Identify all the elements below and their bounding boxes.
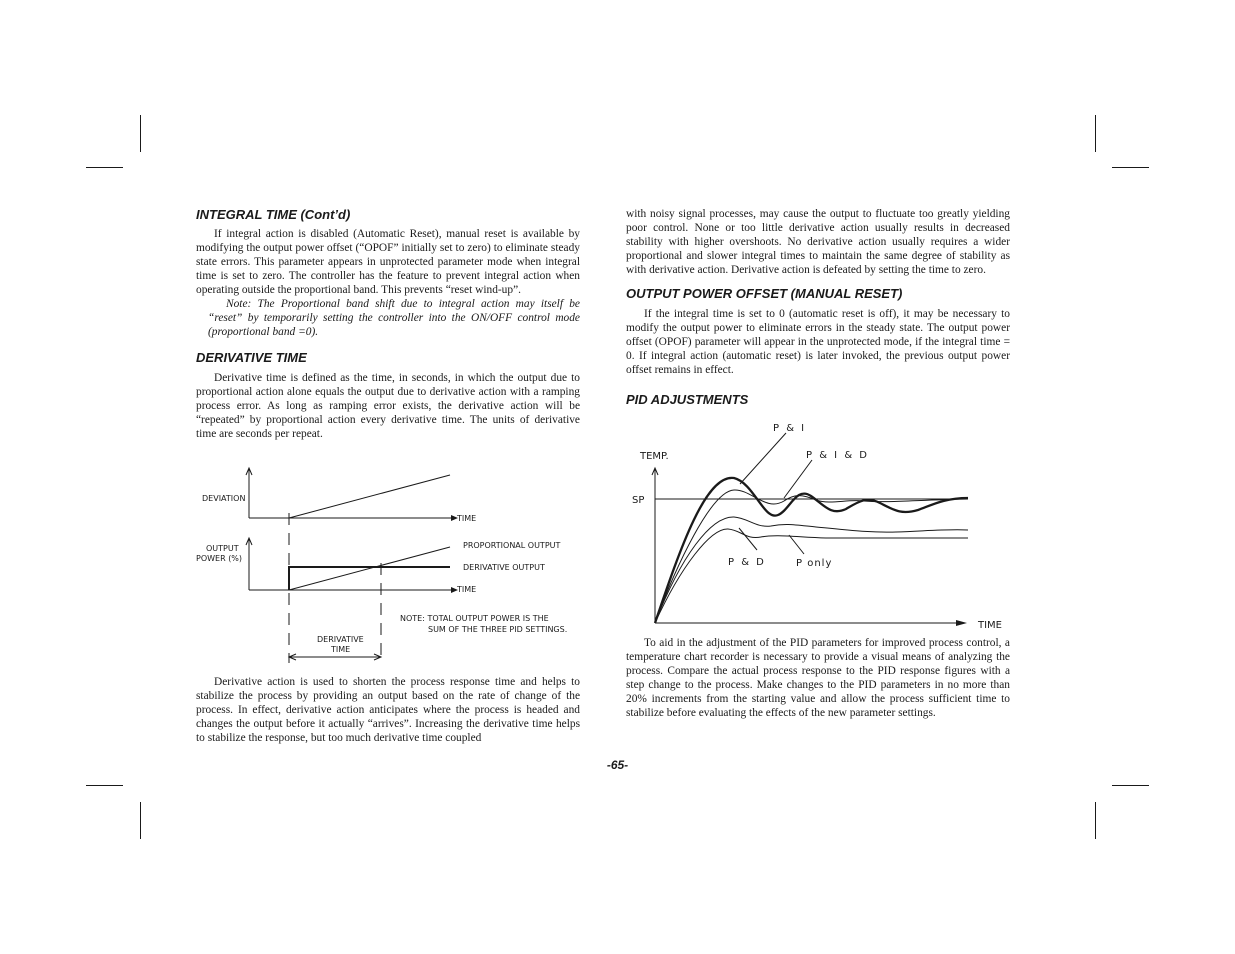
crop-mark <box>1112 785 1149 786</box>
crop-mark <box>1095 802 1096 839</box>
right-column <box>626 207 1010 408</box>
setpoint-label: SP <box>632 495 645 506</box>
p-and-d-label: P & D <box>728 557 766 568</box>
output-power-offset-heading: OUTPUT POWER OFFSET (MANUAL RESET) <box>626 286 903 301</box>
integral-time-paragraph: If integral action is disabled (Automatic Reset), manual reset is available by modifying the output power offset (“OPOF” initially set to zero) to eliminate steady state errors. This parameter appears in unprotected parameter mode when integral time is set to zero. The controller has the feature to prevent integral action when operating outside the proportional band. This prevents “reset wind-up”. <box>196 228 580 296</box>
p-and-i-and-d-label: P & I & D <box>806 450 869 461</box>
derivative-output-label: DERIVATIVE OUTPUT <box>463 563 545 572</box>
derivative-time-diagram <box>196 463 596 668</box>
diagram-note: SUM OF THE THREE PID SETTINGS. <box>428 625 568 634</box>
left-column <box>196 207 580 441</box>
right-column-bottom <box>626 636 1010 720</box>
derivative-time-heading: DERIVATIVE TIME <box>196 350 307 365</box>
time-axis-label: TIME <box>457 585 477 594</box>
crop-mark <box>140 115 141 152</box>
crop-mark <box>140 802 141 839</box>
derivative-action-paragraph: Derivative action is used to shorten the process response time and helps to stabilize the process by providing an output based on the rate of change of the process. In effect, derivative action anticipates where the process is headed and changes the output before it actually “arrives”. Increasing the derivative time helps to stabilize the response, but too much derivative time coupled <box>196 676 580 744</box>
derivative-time-paragraph: Derivative time is defined as the time, in seconds, in which the output due to proportional action alone equals the output due to derivative action with a ramping process error. As long as ramping error exists, the derivative action will be “repeated” by proportional action every derivative time. The units of derivative time are seconds per repeat. <box>196 372 580 440</box>
proportional-output-label: PROPORTIONAL OUTPUT <box>463 541 561 550</box>
crop-mark <box>1095 115 1096 152</box>
output-power-label: OUTPUT <box>206 544 239 553</box>
diagram-note: NOTE: TOTAL OUTPUT POWER IS THE <box>400 614 549 623</box>
derivative-time-label: DERIVATIVE <box>317 635 364 644</box>
p-only-label: P only <box>796 558 833 569</box>
pid-response-diagram <box>626 416 1016 632</box>
continued-paragraph: with noisy signal processes, may cause the output to fluctuate too greatly yielding poor control. None or too little derivative action usually results in decreased stability with higher overshoots. No derivative action usually requires a wider proportional and slower integral times to maintain the same degree of stability as with derivative action. Derivative action is defeated by setting the time to zero. <box>626 208 1010 276</box>
crop-mark <box>86 167 123 168</box>
derivative-time-label: TIME <box>331 645 351 654</box>
integral-time-heading: INTEGRAL TIME (Cont’d) <box>196 207 351 222</box>
crop-mark <box>86 785 123 786</box>
time-axis-label: TIME <box>978 620 1003 631</box>
p-and-i-label: P & I <box>773 423 807 434</box>
left-column-bottom <box>196 675 580 745</box>
pid-adjustments-heading: PID ADJUSTMENTS <box>626 392 749 407</box>
integral-time-note: Note: The Proportional band shift due to integral action may itself be “reset” by temporarily setting the controller into the ON/OFF control mode (proportional band =0). <box>208 298 580 338</box>
time-axis-label: TIME <box>457 514 477 523</box>
pid-adjustments-paragraph: To aid in the adjustment of the PID parameters for improved process control, a temperature chart recorder is necessary to provide a visual means of analyzing the process. Compare the actual process response to the PID response figures with a step change to the process. Make changes to the PID parameters in no more than 20% increments from the starting value and allow the process sufficient time to stabilize before evaluating the effects of the new parameter settings. <box>626 637 1010 719</box>
crop-mark <box>1112 167 1149 168</box>
page-number: -65- <box>606 758 629 772</box>
temp-axis-label: TEMP. <box>640 451 669 462</box>
output-power-label: POWER (%) <box>196 554 243 563</box>
output-power-offset-paragraph: If the integral time is set to 0 (automatic reset is off), it may be necessary to modify the output power to eliminate errors in the steady state. The output power offset (OPOF) parameter will appear in the unprotected mode, if the integral time = 0. If integral action (automatic reset) is later invoked, the previous output power offset remains in effect. <box>626 308 1010 376</box>
deviation-label: DEVIATION <box>202 494 246 503</box>
